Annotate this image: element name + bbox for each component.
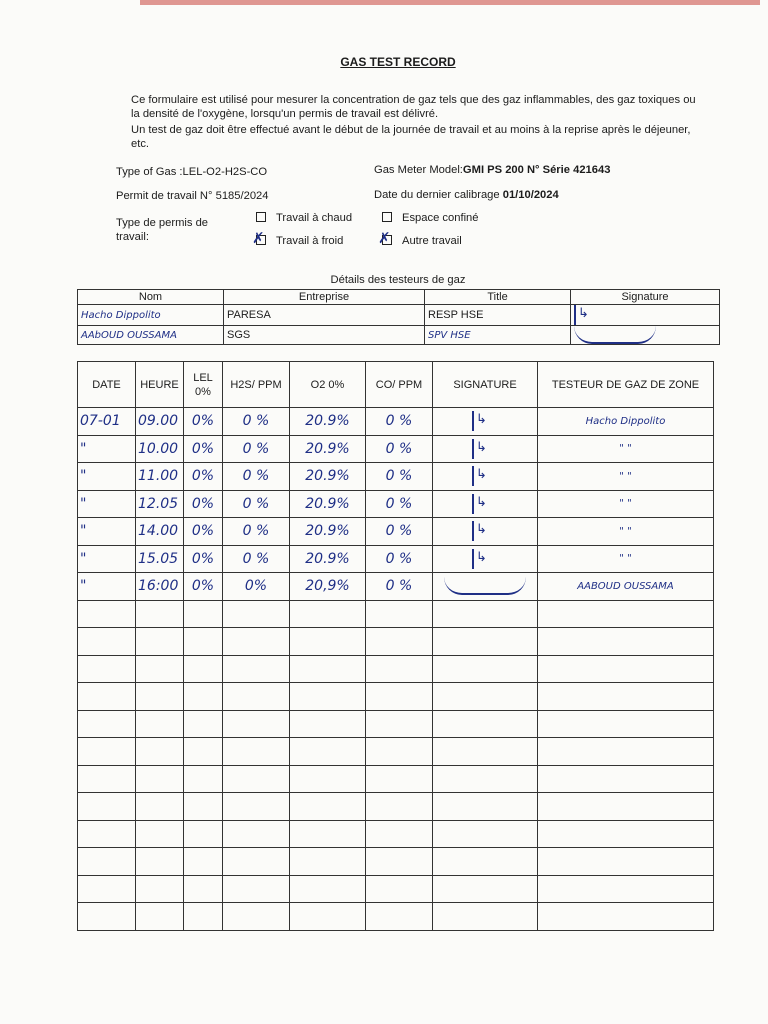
log-cell-o2: 20.9% bbox=[290, 490, 366, 518]
log-cell-testeur: " " bbox=[538, 518, 714, 546]
header-co: CO/ PPM bbox=[366, 362, 433, 408]
empty-cell bbox=[366, 683, 433, 711]
empty-log-row bbox=[78, 765, 714, 793]
log-cell-o2: 20.9% bbox=[290, 545, 366, 573]
checkbox-chaud[interactable] bbox=[256, 212, 266, 222]
log-cell-heure: 14.00 bbox=[136, 518, 184, 546]
header-o2: O2 0% bbox=[290, 362, 366, 408]
empty-cell bbox=[136, 655, 184, 683]
log-cell-sig bbox=[433, 545, 538, 573]
empty-cell bbox=[290, 765, 366, 793]
log-cell-testeur: " " bbox=[538, 435, 714, 463]
signature-mark bbox=[472, 549, 498, 569]
empty-cell bbox=[433, 738, 538, 766]
empty-cell bbox=[78, 738, 136, 766]
empty-cell bbox=[223, 875, 290, 903]
log-cell-co: 0 % bbox=[366, 518, 433, 546]
empty-cell bbox=[290, 683, 366, 711]
empty-log-row bbox=[78, 655, 714, 683]
tester-title: RESP HSE bbox=[425, 305, 571, 326]
empty-cell bbox=[78, 765, 136, 793]
log-body bbox=[78, 408, 714, 931]
empty-cell bbox=[223, 710, 290, 738]
signature-mark bbox=[472, 494, 498, 514]
log-cell-heure: 12.05 bbox=[136, 490, 184, 518]
log-cell-lel: 0% bbox=[184, 545, 223, 573]
empty-cell bbox=[538, 903, 714, 931]
log-cell-lel: 0% bbox=[184, 518, 223, 546]
empty-cell bbox=[366, 628, 433, 656]
log-cell-date: " bbox=[78, 435, 136, 463]
log-cell-o2: 20.9% bbox=[290, 435, 366, 463]
log-header-row bbox=[78, 362, 714, 408]
empty-cell bbox=[136, 903, 184, 931]
form-title: GAS TEST RECORD bbox=[340, 55, 456, 69]
empty-cell bbox=[136, 848, 184, 876]
empty-log-row bbox=[78, 903, 714, 931]
header-entreprise: Entreprise bbox=[224, 290, 425, 305]
option-autre-label: Autre travail bbox=[402, 235, 462, 247]
log-cell-testeur: " " bbox=[538, 545, 714, 573]
permit-number: Permit de travail N° 5185/2024 bbox=[116, 190, 269, 202]
option-travail-froid[interactable] bbox=[252, 229, 344, 247]
log-cell-heure: 16:00 bbox=[136, 573, 184, 601]
log-row bbox=[78, 408, 714, 436]
empty-cell bbox=[184, 628, 223, 656]
empty-cell bbox=[223, 903, 290, 931]
log-cell-co: 0 % bbox=[366, 545, 433, 573]
empty-cell bbox=[366, 793, 433, 821]
log-cell-heure: 09.00 bbox=[136, 408, 184, 436]
empty-cell bbox=[366, 875, 433, 903]
empty-log-row bbox=[78, 600, 714, 628]
empty-cell bbox=[366, 600, 433, 628]
log-cell-testeur: AABOUD OUSSAMA bbox=[538, 573, 714, 601]
empty-cell bbox=[136, 875, 184, 903]
signature-mark bbox=[472, 439, 498, 459]
testers-caption: Détails des testeurs de gaz bbox=[330, 274, 466, 286]
testers-table bbox=[77, 289, 720, 345]
empty-log-row bbox=[78, 793, 714, 821]
empty-cell bbox=[290, 738, 366, 766]
intro-paragraph-1: Ce formulaire est utilisé pour mesurer la concentration de gaz tels que des gaz inflammables, des gaz toxiques ou la densité de l'oxygène, lorsqu'un permis de travail est délivré. bbox=[131, 94, 696, 120]
option-froid-label: Travail à froid bbox=[276, 235, 344, 247]
empty-cell bbox=[433, 875, 538, 903]
empty-cell bbox=[538, 875, 714, 903]
log-cell-sig bbox=[433, 490, 538, 518]
header-signature: Signature bbox=[571, 290, 720, 305]
empty-cell bbox=[223, 683, 290, 711]
empty-cell bbox=[290, 903, 366, 931]
log-cell-testeur: " " bbox=[538, 463, 714, 491]
signature-mark bbox=[472, 521, 498, 541]
empty-cell bbox=[538, 848, 714, 876]
checkbox-confine[interactable] bbox=[382, 212, 392, 222]
empty-cell bbox=[78, 848, 136, 876]
log-cell-lel: 0% bbox=[184, 463, 223, 491]
tester-row bbox=[78, 326, 720, 345]
permit-type-label: Type de permis de travail: bbox=[116, 217, 209, 243]
tester-title: SPV HSE bbox=[425, 326, 571, 345]
log-row bbox=[78, 518, 714, 546]
log-cell-co: 0 % bbox=[366, 435, 433, 463]
log-cell-h2s: 0 % bbox=[223, 545, 290, 573]
empty-cell bbox=[433, 655, 538, 683]
log-cell-h2s: 0% bbox=[223, 573, 290, 601]
empty-cell bbox=[538, 738, 714, 766]
log-cell-date: " bbox=[78, 545, 136, 573]
empty-cell bbox=[290, 793, 366, 821]
empty-cell bbox=[538, 820, 714, 848]
log-cell-lel: 0% bbox=[184, 435, 223, 463]
empty-cell bbox=[366, 765, 433, 793]
empty-cell bbox=[136, 710, 184, 738]
empty-cell bbox=[538, 628, 714, 656]
empty-cell bbox=[538, 655, 714, 683]
empty-cell bbox=[184, 738, 223, 766]
log-cell-sig bbox=[433, 408, 538, 436]
log-cell-date: " bbox=[78, 573, 136, 601]
option-autre-travail[interactable] bbox=[378, 229, 462, 247]
gas-type: Type of Gas :LEL-O2-H2S-CO bbox=[116, 166, 268, 178]
empty-cell bbox=[223, 600, 290, 628]
gas-log-table bbox=[77, 361, 714, 931]
empty-cell bbox=[366, 710, 433, 738]
empty-cell bbox=[290, 848, 366, 876]
log-cell-sig bbox=[433, 435, 538, 463]
option-travail-chaud[interactable] bbox=[256, 212, 352, 224]
empty-cell bbox=[136, 683, 184, 711]
empty-log-row bbox=[78, 820, 714, 848]
empty-cell bbox=[78, 820, 136, 848]
empty-cell bbox=[78, 875, 136, 903]
empty-cell bbox=[223, 738, 290, 766]
log-cell-heure: 10.00 bbox=[136, 435, 184, 463]
tester-signature bbox=[571, 305, 720, 326]
log-cell-date: " bbox=[78, 518, 136, 546]
tester-nom: AAbOUD OUSSAMA bbox=[78, 326, 224, 345]
signature-mark bbox=[472, 466, 498, 486]
tester-nom: Hacho Dippolito bbox=[78, 305, 224, 326]
header-signature: SIGNATURE bbox=[433, 362, 538, 408]
check-mark-icon: ✗ bbox=[378, 229, 391, 247]
empty-cell bbox=[184, 600, 223, 628]
empty-cell bbox=[223, 628, 290, 656]
meter-value: GMI PS 200 N° Série 421643 bbox=[462, 164, 611, 176]
empty-cell bbox=[184, 820, 223, 848]
log-cell-h2s: 0 % bbox=[223, 463, 290, 491]
empty-cell bbox=[433, 903, 538, 931]
option-confine-label: Espace confiné bbox=[402, 212, 479, 224]
empty-cell bbox=[184, 765, 223, 793]
meter-label: Gas Meter Model: bbox=[374, 164, 463, 176]
log-cell-sig bbox=[433, 573, 538, 601]
empty-cell bbox=[223, 765, 290, 793]
empty-log-row bbox=[78, 875, 714, 903]
empty-cell bbox=[136, 793, 184, 821]
empty-log-row bbox=[78, 683, 714, 711]
log-row bbox=[78, 435, 714, 463]
tester-entreprise: PARESA bbox=[224, 305, 425, 326]
log-cell-lel: 0% bbox=[184, 490, 223, 518]
empty-log-row bbox=[78, 710, 714, 738]
signature-mark bbox=[444, 577, 526, 595]
scan-edge bbox=[140, 0, 760, 5]
header-title: Title bbox=[425, 290, 571, 305]
log-cell-co: 0 % bbox=[366, 463, 433, 491]
empty-cell bbox=[184, 848, 223, 876]
empty-cell bbox=[290, 875, 366, 903]
empty-cell bbox=[136, 765, 184, 793]
option-chaud-label: Travail à chaud bbox=[276, 212, 353, 224]
header-heure: HEURE bbox=[136, 362, 184, 408]
empty-cell bbox=[538, 710, 714, 738]
empty-cell bbox=[136, 628, 184, 656]
empty-cell bbox=[366, 903, 433, 931]
empty-cell bbox=[433, 683, 538, 711]
empty-cell bbox=[184, 875, 223, 903]
empty-cell bbox=[290, 655, 366, 683]
empty-log-row bbox=[78, 848, 714, 876]
empty-cell bbox=[223, 793, 290, 821]
log-row bbox=[78, 490, 714, 518]
empty-cell bbox=[78, 683, 136, 711]
empty-cell bbox=[290, 710, 366, 738]
log-cell-sig bbox=[433, 463, 538, 491]
log-cell-o2: 20.9% bbox=[290, 463, 366, 491]
check-mark-icon: ✗ bbox=[252, 229, 265, 247]
empty-cell bbox=[366, 848, 433, 876]
empty-cell bbox=[223, 655, 290, 683]
empty-cell bbox=[538, 765, 714, 793]
meter-model bbox=[374, 164, 610, 176]
empty-log-row bbox=[78, 628, 714, 656]
empty-cell bbox=[78, 903, 136, 931]
empty-cell bbox=[366, 655, 433, 683]
empty-cell bbox=[78, 793, 136, 821]
tester-row bbox=[78, 305, 720, 326]
log-cell-o2: 20.9% bbox=[290, 408, 366, 436]
empty-cell bbox=[433, 793, 538, 821]
header-h2s: H2S/ PPM bbox=[223, 362, 290, 408]
empty-cell bbox=[433, 710, 538, 738]
log-cell-testeur: Hacho Dippolito bbox=[538, 408, 714, 436]
calibration-value: 01/10/2024 bbox=[502, 189, 559, 201]
signature-mark bbox=[472, 411, 498, 431]
log-cell-testeur: " " bbox=[538, 490, 714, 518]
log-cell-h2s: 0 % bbox=[223, 490, 290, 518]
calibration-label: Date du dernier calibrage bbox=[374, 189, 503, 201]
empty-cell bbox=[538, 683, 714, 711]
empty-cell bbox=[78, 710, 136, 738]
log-cell-o2: 20,9% bbox=[290, 573, 366, 601]
log-cell-lel: 0% bbox=[184, 408, 223, 436]
intro-text bbox=[131, 93, 706, 153]
empty-cell bbox=[290, 820, 366, 848]
log-cell-h2s: 0 % bbox=[223, 408, 290, 436]
header-nom: Nom bbox=[78, 290, 224, 305]
log-cell-lel: 0% bbox=[184, 573, 223, 601]
log-cell-heure: 11.00 bbox=[136, 463, 184, 491]
empty-cell bbox=[433, 820, 538, 848]
log-row bbox=[78, 573, 714, 601]
empty-cell bbox=[290, 600, 366, 628]
header-testeur: TESTEUR DE GAZ DE ZONE bbox=[538, 362, 714, 408]
empty-cell bbox=[433, 628, 538, 656]
log-cell-h2s: 0 % bbox=[223, 435, 290, 463]
option-espace-confine[interactable] bbox=[382, 212, 479, 224]
empty-cell bbox=[184, 710, 223, 738]
log-cell-heure: 15.05 bbox=[136, 545, 184, 573]
tester-signature bbox=[571, 326, 720, 345]
tester-entreprise: SGS bbox=[224, 326, 425, 345]
header-date: DATE bbox=[78, 362, 136, 408]
log-cell-sig bbox=[433, 518, 538, 546]
log-row bbox=[78, 545, 714, 573]
empty-cell bbox=[366, 738, 433, 766]
empty-cell bbox=[184, 903, 223, 931]
empty-cell bbox=[366, 820, 433, 848]
empty-cell bbox=[78, 628, 136, 656]
log-cell-date: 07-01 bbox=[78, 408, 136, 436]
log-cell-date: " bbox=[78, 490, 136, 518]
empty-cell bbox=[136, 600, 184, 628]
empty-cell bbox=[78, 655, 136, 683]
log-cell-co: 0 % bbox=[366, 408, 433, 436]
log-cell-o2: 20.9% bbox=[290, 518, 366, 546]
empty-cell bbox=[184, 793, 223, 821]
header-lel: LEL 0% bbox=[184, 362, 223, 408]
testers-header-row bbox=[78, 290, 720, 305]
empty-cell bbox=[223, 820, 290, 848]
empty-log-row bbox=[78, 738, 714, 766]
empty-cell bbox=[184, 683, 223, 711]
log-row bbox=[78, 463, 714, 491]
empty-cell bbox=[136, 820, 184, 848]
signature-mark bbox=[574, 326, 656, 344]
empty-cell bbox=[184, 655, 223, 683]
empty-cell bbox=[433, 765, 538, 793]
log-cell-date: " bbox=[78, 463, 136, 491]
empty-cell bbox=[538, 600, 714, 628]
empty-cell bbox=[136, 738, 184, 766]
empty-cell bbox=[290, 628, 366, 656]
calibration-date bbox=[374, 189, 559, 201]
empty-cell bbox=[223, 848, 290, 876]
log-cell-co: 0 % bbox=[366, 490, 433, 518]
log-cell-co: 0 % bbox=[366, 573, 433, 601]
signature-mark bbox=[574, 305, 600, 325]
empty-cell bbox=[433, 848, 538, 876]
log-cell-h2s: 0 % bbox=[223, 518, 290, 546]
empty-cell bbox=[78, 600, 136, 628]
empty-cell bbox=[433, 600, 538, 628]
empty-cell bbox=[538, 793, 714, 821]
intro-paragraph-2: Un test de gaz doit être effectué avant le début de la journée de travail et au moins à la reprise après le déjeuner, etc. bbox=[131, 124, 691, 150]
